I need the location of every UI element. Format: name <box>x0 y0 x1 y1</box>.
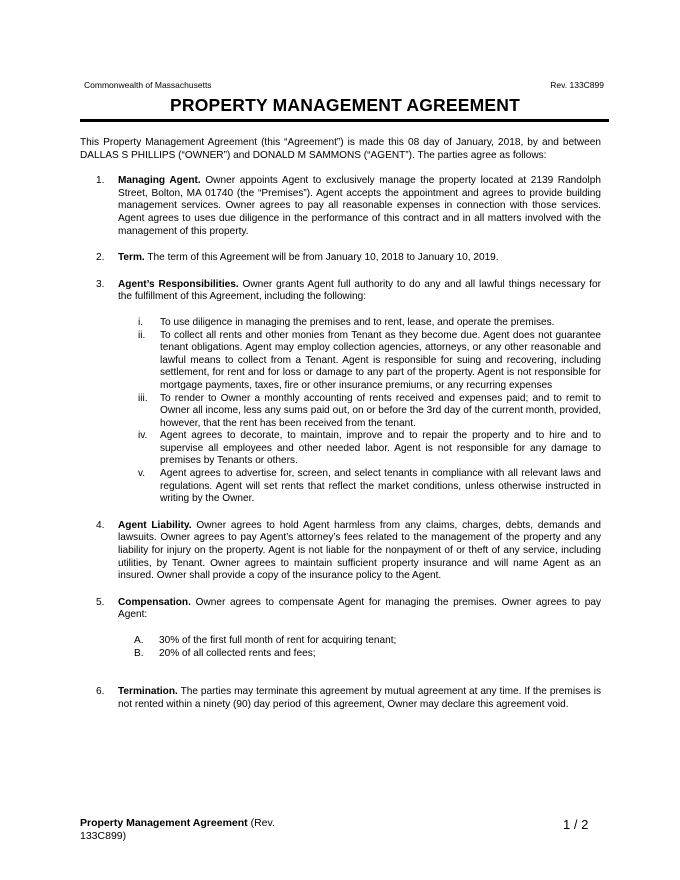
footer-title: Property Management Agreement <box>80 817 248 829</box>
section-heading: Compensation. <box>118 596 191 608</box>
section-number: 2. <box>96 252 105 264</box>
intro-paragraph: This Property Management Agreement (this “Agreement”) is made this 08 day of January, 2018, by and between DALLAS S PHILLIPS (“OWNER”) and DONALD M SAMMONS (“AGENT”). The parties agree as follows: <box>80 137 601 161</box>
list-item <box>138 330 601 393</box>
section-termination <box>80 686 601 711</box>
list-item <box>138 317 601 330</box>
section-compensation <box>80 597 601 672</box>
compensation-list <box>134 635 601 660</box>
item-number: iv. <box>138 430 148 442</box>
item-number: i. <box>138 316 144 328</box>
section-text: Owner agrees to compensate Agent for managing the premises. Owner agrees to pay Agent: <box>118 596 601 621</box>
section-term <box>80 252 601 265</box>
title-divider <box>80 119 609 122</box>
section-number: 1. <box>96 175 105 187</box>
revision-label: Rev. 133C899 <box>550 80 604 90</box>
item-number: v. <box>138 468 146 480</box>
section-heading: Agent’s Responsibilities. <box>118 278 239 290</box>
item-text: 30% of the first full month of rent for acquiring tenant; <box>159 635 397 646</box>
section-text: The parties may terminate this agreement by mutual agreement at any time. If the premises is not rented within a ninety (90) day period of this agreement, Owner may declare this agreement void. <box>118 686 601 710</box>
section-number: 6. <box>96 686 105 698</box>
list-item <box>138 430 601 468</box>
item-letter: A. <box>134 635 144 646</box>
section-number: 5. <box>96 596 105 608</box>
jurisdiction-label: Commonwealth of Massachusetts <box>84 80 212 90</box>
section-text: Owner grants Agent full authority to do any and all lawful things necessary for the fulfillment of this Agreement, including the following: <box>118 278 601 303</box>
section-agent-responsibilities <box>80 279 601 506</box>
section-number: 3. <box>96 278 105 290</box>
section-heading: Agent Liability. <box>118 519 192 531</box>
list-item <box>138 468 601 506</box>
list-item <box>134 648 601 661</box>
section-heading: Termination. <box>118 686 178 698</box>
section-managing-agent <box>80 175 601 238</box>
item-text: Agent agrees to advertise for, screen, and select tenants in compliance with all relevant laws and regulations. Agent will set rents that reflect the market conditions, unless otherwise instructed in writing by the Owner. <box>160 468 601 505</box>
item-number: iii. <box>138 392 148 404</box>
document-title: PROPERTY MANAGEMENT AGREEMENT <box>170 95 520 115</box>
section-text: Owner agrees to hold Agent harmless from any claims, charges, debts, demands and lawsuits. Owner agrees to pay Agent’s attorney’s fees related to the management of the property and any liability for injury on the property. Agent is not liable for the nonpayment of or theft of any service, including utilities, by Tenant. Owner agrees to maintain sufficient property insurance and will name Agent as an insured. Owner shall provide a copy of the insurance policy to the Agent. <box>118 519 602 582</box>
section-text: Owner appoints Agent to exclusively manage the property located at 2139 Randolph Street, Bolton, MA 01740 (the “Premises”). Agent accepts the appointment and agrees to provide building management services. Owner agrees to pay all reasonable expenses in connection with those services. Agent agrees to uses due diligence in the performance of this contract and in all matters involved with the management of this property. <box>118 175 601 237</box>
section-heading: Managing Agent. <box>118 175 201 187</box>
document-body <box>80 137 601 711</box>
item-text: To render to Owner a monthly accounting of rents received and expenses paid; and to remit to Owner all income, less any sums paid out, on or before the 3rd day of the current month, provided, however, that the rent has been received from the tenant. <box>160 392 601 429</box>
footer-revision: (Rev. 133C899) <box>80 817 275 842</box>
section-text: The term of this Agreement will be from January 10, 2018 to January 10, 2019. <box>144 252 499 264</box>
section-heading: Term. <box>118 252 145 264</box>
item-text: To collect all rents and other monies from Tenant as they become due. Agent does not guarantee tenant obligations. Agent may employ collection agencies, attorneys, or any other reasonable and lawful means to collect from a Tenant. Agent is responsible for suing and recovering, including settlement, for rent and for loss or damage to any part of the property. Agent is not responsible for mortgage payments, taxes, fire or other insurance premiums, or any recurring expenses <box>160 329 601 391</box>
list-item <box>134 635 601 648</box>
list-item <box>138 393 601 431</box>
section-number: 4. <box>96 519 105 531</box>
section-agent-liability <box>80 520 601 583</box>
responsibilities-list <box>138 317 601 506</box>
item-text: To use diligence in managing the premises and to rent, lease, and operate the premises. <box>160 316 555 328</box>
item-text: 20% of all collected rents and fees; <box>159 647 316 659</box>
footer-document-name <box>80 817 320 842</box>
page-number: 1 / 2 <box>563 817 589 832</box>
item-number: ii. <box>138 329 146 341</box>
item-letter: B. <box>134 647 144 659</box>
item-text: Agent agrees to decorate, to maintain, improve and to repair the property and to hire and to supervise all employees and other needed labor. Agent is not responsible for any damage to premises by Tenants or others. <box>160 430 601 467</box>
